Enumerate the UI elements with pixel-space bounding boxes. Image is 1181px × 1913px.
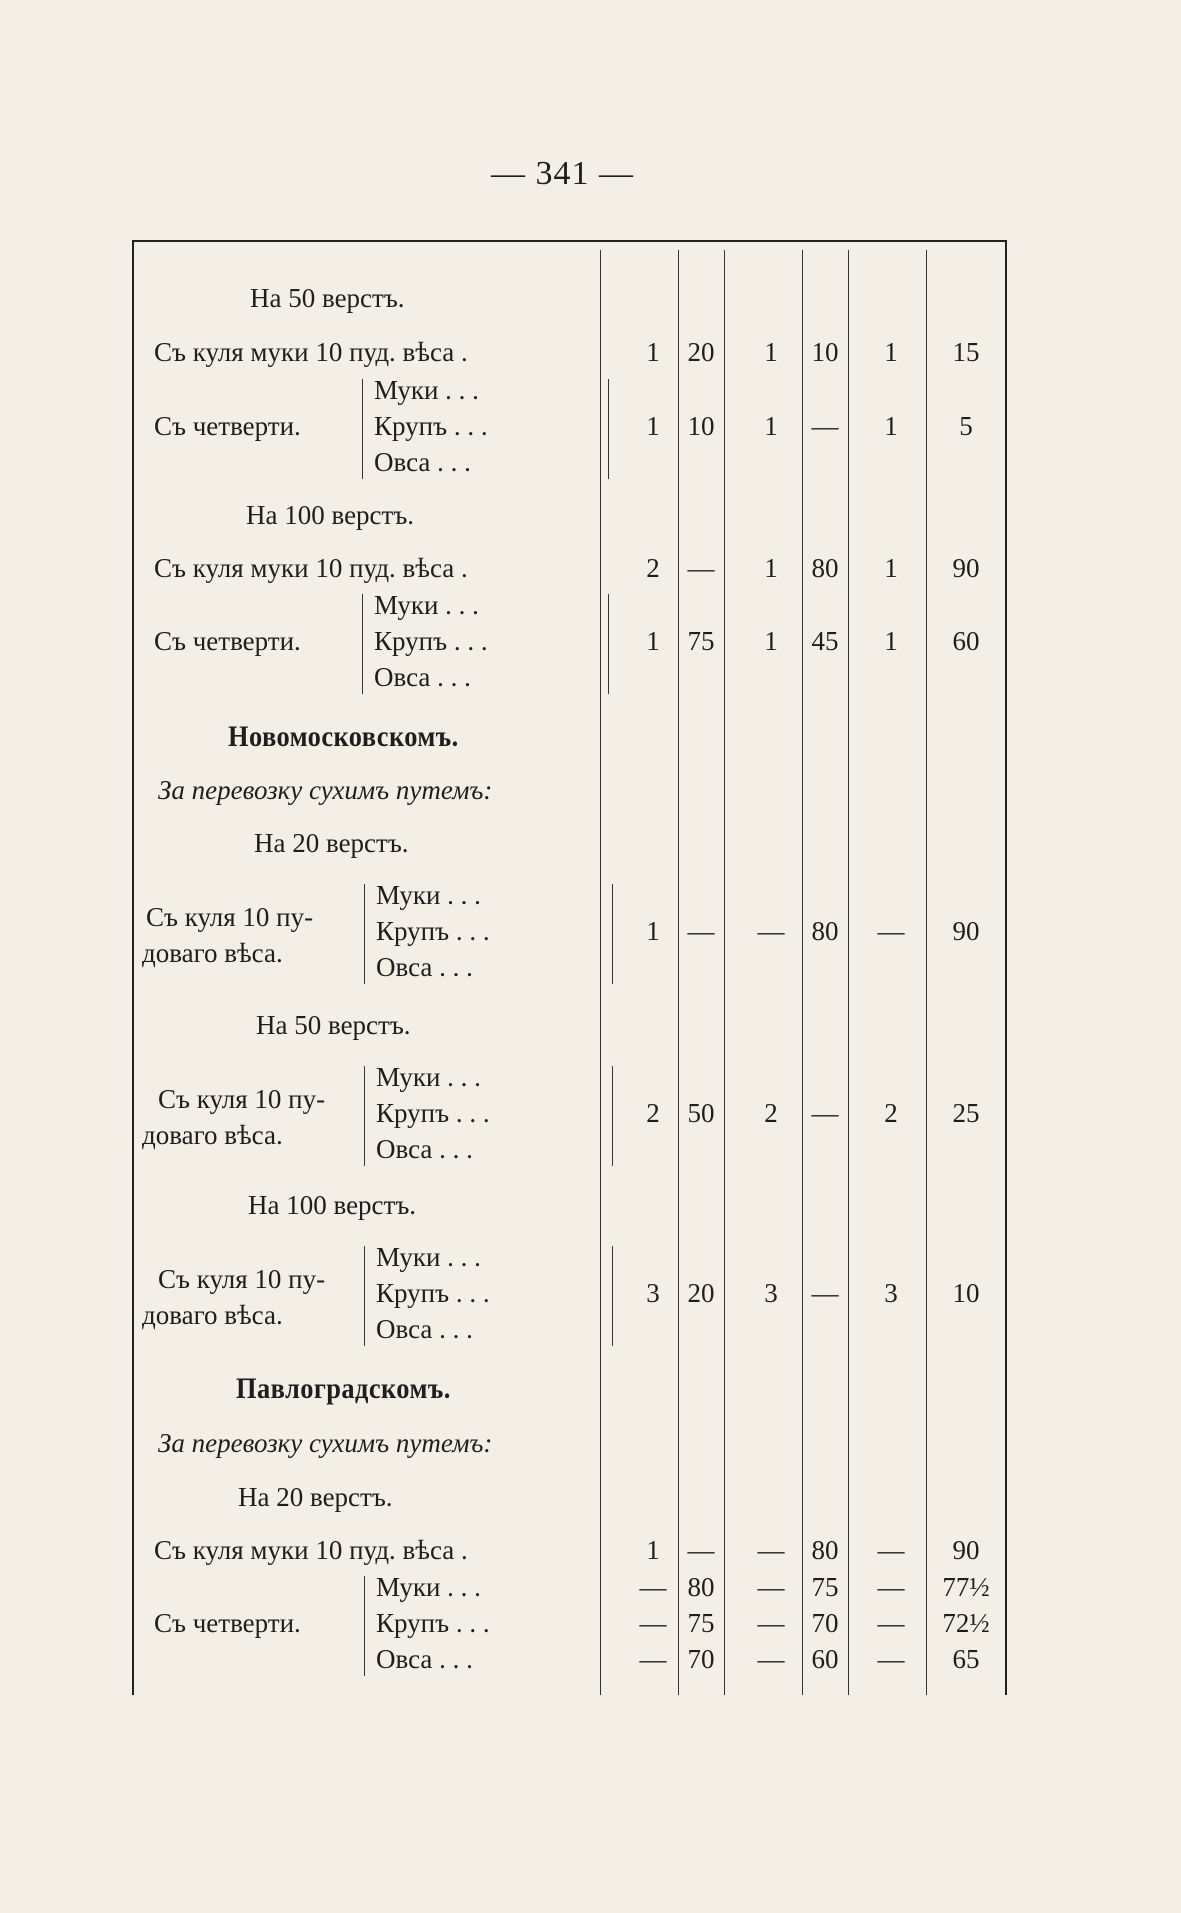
- section-subtitle: За перевозку сухимъ путемъ:: [158, 775, 493, 805]
- table-row: Съ четверти. Муки . . . Крупъ . . . Овса . . . 1 10 1 — 1 5: [154, 375, 973, 477]
- distance-heading: На 50 верстъ.: [256, 1010, 411, 1040]
- brace: [362, 594, 363, 694]
- row-label: Съ четверти.: [154, 1608, 301, 1638]
- heading-row: [132, 283, 1142, 323]
- brace: [364, 884, 365, 984]
- table-row: Съ куля 10 пу- доваго вѣса. Муки . . . Крупъ . . . Овса . . . 2 50 2 — 2 25: [142, 1062, 980, 1164]
- brace: [612, 884, 613, 984]
- table-row: Съ куля 10 пу- доваго вѣса. Муки . . . Крупъ . . . Овса . . . 3 20 3 — 3 10: [142, 1242, 980, 1344]
- table-row: Съ куля 10 пу- доваго вѣса. Муки . . . Крупъ . . . Овса . . . 1 — — 80 — 90: [142, 880, 980, 982]
- distance-heading: На 100 верстъ.: [248, 1190, 417, 1220]
- table-row: Съ четверти. Муки . . . Крупъ . . . Овса . . . — 80 — 75 — 77½ — 75 — 70 — 72½ — 70 — 60 — 65: [154, 1572, 990, 1674]
- table-row: Съ куля муки 10 пуд. вѣса . 1 — — 80 — 90: [154, 1535, 980, 1565]
- row-label: Съ куля муки 10 пуд. вѣса .: [154, 1535, 468, 1565]
- brace: [608, 379, 609, 479]
- distance-heading: На 100 верстъ.: [246, 500, 415, 530]
- table-row: Съ четверти. Муки . . . Крупъ . . . Овса . . . 1 75 1 45 1 60: [154, 590, 980, 692]
- brace: [612, 1246, 613, 1346]
- row-label: Съ куля 10 пу-: [158, 1084, 326, 1114]
- brace: [364, 1066, 365, 1166]
- table-row: Съ куля муки 10 пуд. вѣса . 2 — 1 80 1 90: [154, 553, 980, 583]
- brace: [608, 594, 609, 694]
- row-label: Съ куля 10 пу-: [146, 902, 314, 932]
- brace: [364, 1246, 365, 1346]
- page-number: — 341 —: [491, 155, 634, 192]
- row-label: Съ куля муки 10 пуд. вѣса .: [154, 337, 468, 367]
- distance-heading: На 50 верстъ.: [250, 283, 405, 313]
- section-title: Павлоградскомъ.: [236, 1372, 451, 1405]
- row-label: Съ четверти.: [154, 411, 301, 441]
- table-row: Съ куля муки 10 пуд. вѣса . 1 20 1 10 1 15: [154, 337, 980, 367]
- section-title: Новомосковскомъ.: [228, 720, 459, 753]
- row-label: Съ куля 10 пу-: [158, 1264, 326, 1294]
- distance-heading: На 20 верстъ.: [254, 828, 409, 858]
- brace: [362, 379, 363, 479]
- row-label: Съ четверти.: [154, 626, 301, 656]
- row-label: Съ куля муки 10 пуд. вѣса .: [154, 553, 468, 583]
- brace: [364, 1576, 365, 1676]
- brace: [612, 1066, 613, 1166]
- distance-heading: На 20 верстъ.: [238, 1482, 393, 1512]
- section-subtitle: За перевозку сухимъ путемъ:: [158, 1428, 493, 1458]
